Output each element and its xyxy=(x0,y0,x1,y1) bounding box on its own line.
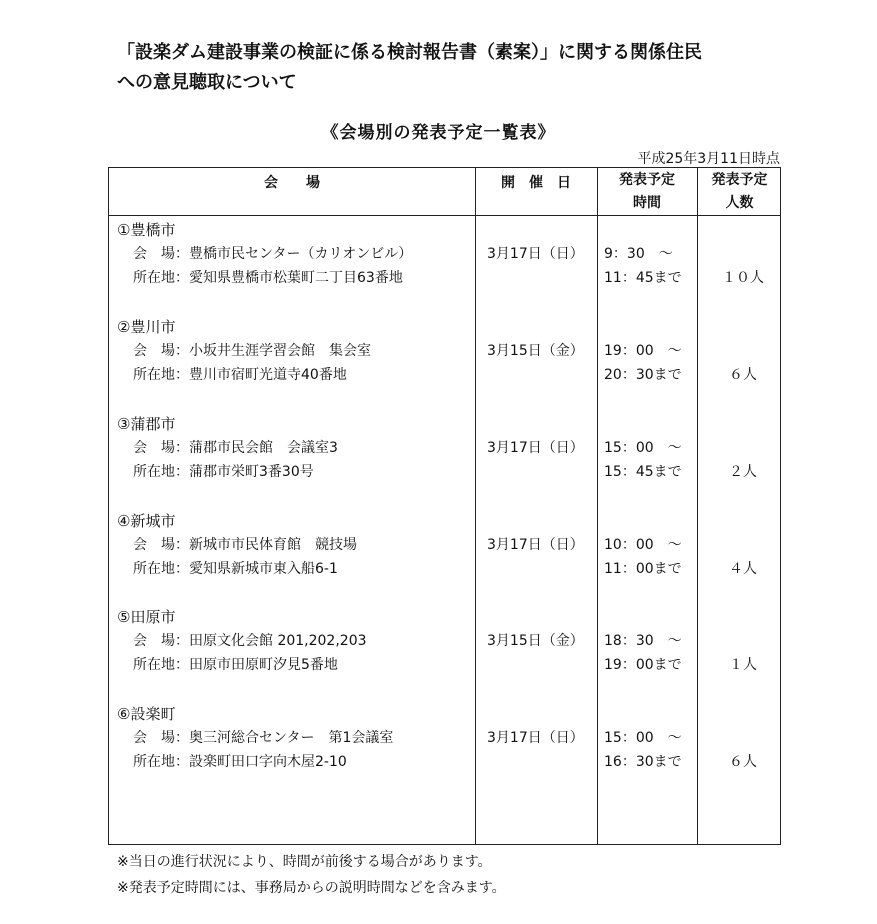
speaker-count: ４人 xyxy=(729,561,757,577)
header-divider xyxy=(109,215,780,216)
start-time: 9：30 ～ xyxy=(604,246,673,262)
start-time: 15：00 ～ xyxy=(604,730,682,746)
venue-date: 3月17日（日） xyxy=(487,246,584,262)
venue-name: ③蒲郡市 xyxy=(117,415,176,433)
venue-date: 3月15日（金） xyxy=(487,343,584,359)
venue-hall: 会 場：新城市市民体育館 競技場 xyxy=(133,537,357,553)
venue-name: ⑤田原市 xyxy=(117,608,176,626)
venue-row xyxy=(109,607,782,679)
venue-hall: 会 場：奥三河総合センター 第1会議室 xyxy=(133,730,394,746)
footnotes xyxy=(117,849,506,901)
header-time-line-2: 時間 xyxy=(633,195,661,211)
header-time-line-1: 発表予定 xyxy=(619,172,675,188)
venue-address: 所在地：田原市田原町汐見5番地 xyxy=(133,657,338,673)
start-time: 19：00 ～ xyxy=(604,343,682,359)
venue-row xyxy=(109,511,782,583)
header-count-line-1: 発表予定 xyxy=(711,172,768,188)
header-count-line-2: 人数 xyxy=(725,195,754,211)
end-time: 11：00まで xyxy=(604,561,682,577)
venue-date: 3月17日（日） xyxy=(487,537,584,553)
speaker-count: ６人 xyxy=(729,754,757,770)
venue-name: ①豊橋市 xyxy=(117,221,176,239)
venue-name: ⑥設楽町 xyxy=(117,705,176,723)
end-time: 15：45まで xyxy=(604,464,682,480)
venue-row xyxy=(109,317,782,389)
header-count xyxy=(697,169,782,215)
end-time: 11：45まで xyxy=(604,270,682,286)
header-date: 開 催 日 xyxy=(501,175,571,191)
end-time: 19：00まで xyxy=(604,657,682,673)
venue-row xyxy=(109,220,782,292)
speaker-count: １０人 xyxy=(722,270,764,286)
document-title xyxy=(117,38,702,98)
venue-date: 3月15日（金） xyxy=(487,633,584,649)
venue-date: 3月17日（日） xyxy=(487,440,584,456)
venue-address: 所在地：愛知県豊橋市松葉町二丁目63番地 xyxy=(133,270,403,286)
header-venue: 会 場 xyxy=(264,175,320,191)
venue-address: 所在地：愛知県新城市東入船6-1 xyxy=(133,561,338,577)
venue-row xyxy=(109,414,782,486)
end-time: 16：30まで xyxy=(604,754,682,770)
venue-date: 3月17日（日） xyxy=(487,730,584,746)
start-time: 10：00 ～ xyxy=(604,537,682,553)
venue-address: 所在地：設楽町田口字向木屋2-10 xyxy=(133,754,347,770)
end-time: 20：30まで xyxy=(604,367,682,383)
venue-hall: 会 場：豊橋市民センター（カリオンビル） xyxy=(133,246,413,262)
venue-row xyxy=(109,704,782,776)
venue-hall: 会 場：蒲郡市民会館 会議室3 xyxy=(133,440,338,456)
venue-hall: 会 場：小坂井生涯学習会館 集会室 xyxy=(133,343,371,359)
venue-name: ④新城市 xyxy=(117,512,176,530)
footnote: ※発表予定時間には、事務局からの説明時間などを含みます。 xyxy=(117,880,506,896)
start-time: 18：30 ～ xyxy=(604,633,682,649)
as-of-date: 平成25年3月11日時点 xyxy=(637,151,780,167)
venue-hall: 会 場：田原文化会館 201,202,203 xyxy=(133,633,367,649)
speaker-count: ６人 xyxy=(729,367,757,383)
speaker-count: １人 xyxy=(729,657,757,673)
footnote: ※当日の進行状況により、時間が前後する場合があります。 xyxy=(117,854,492,870)
venue-name: ②豊川市 xyxy=(117,318,176,336)
speaker-count: ２人 xyxy=(729,464,757,480)
venue-address: 所在地：蒲郡市栄町3番30号 xyxy=(133,464,314,480)
schedule-table xyxy=(108,167,781,845)
start-time: 15：00 ～ xyxy=(604,440,682,456)
title-line-1: 「設楽ダム建設事業の検証に係る検討報告書（素案）」に関する関係住民 xyxy=(117,42,702,63)
title-line-2: への意見聴取について xyxy=(117,72,297,93)
header-time xyxy=(597,169,697,215)
table-subtitle: 《会場別の発表予定一覧表》 xyxy=(321,123,556,143)
venue-address: 所在地：豊川市宿町光道寺40番地 xyxy=(133,367,347,383)
